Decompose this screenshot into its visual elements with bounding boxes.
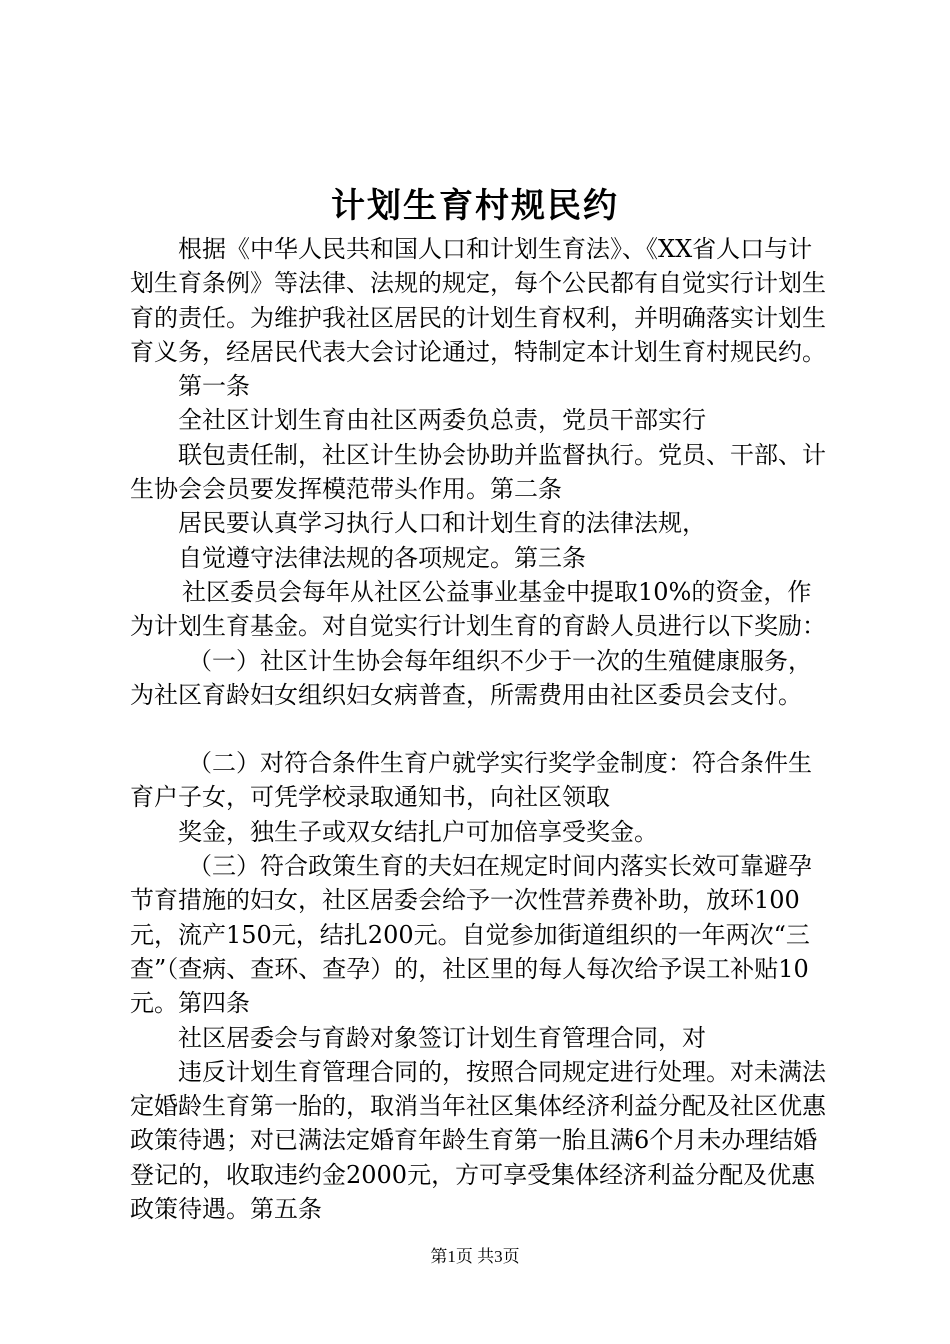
page-number-footer: 第1页 共3页 — [430, 1247, 520, 1266]
paragraph-article-1-heading: 第一条 — [178, 372, 250, 401]
paragraph-article-3-body: 社区委员会每年从社区公益事业基金中提取10%的资金，作为计划生育基金。对自觉实行计划生育的育龄人员进行以下奖励： — [130, 577, 826, 641]
paragraph-article-1-body: 联包责任制，社区计生协会协助并监督执行。党员、干部、计生协会会员要发挥模范带头作用。第二条 — [130, 440, 826, 504]
paragraph-article-2-body: 自觉遵守法律法规的各项规定。第三条 — [178, 543, 586, 572]
paragraph-reward-2-cont: 奖金，独生子或双女结扎户可加倍享受奖金。 — [178, 817, 658, 846]
paragraph-intro: 根据《中华人民共和国人口和计划生育法》、《XX省人口与计划生育条例》等法律、法规的规定，每个公民都有自觉实行计划生育的责任。为维护我社区居民的计划生育权利，并明确落实计划生育义务，经居民代表大会讨论通过，特制定本计划生育村规民约。 — [130, 235, 826, 366]
paragraph-reward-2: （二）对符合条件生育户就学实行奖学金制度：符合条件生育户子女，可凭学校录取通知书，向社区领取 — [130, 749, 812, 812]
document-body — [130, 232, 830, 1226]
paragraph-article-4-line: 社区居委会与育龄对象签订计划生育管理合同，对 — [178, 1023, 706, 1052]
paragraph-article-1-line: 全社区计划生育由社区两委负总责，党员干部实行 — [178, 406, 706, 435]
paragraph-reward-1: （一）社区计生协会每年组织不少于一次的生殖健康服务，为社区育龄妇女组织妇女病普查，所需费用由社区委员会支付。 — [130, 646, 812, 709]
document-title: 计划生育村规民约 — [331, 186, 619, 226]
paragraph-article-2-line: 居民要认真学习执行人口和计划生育的法律法规， — [178, 509, 706, 538]
blank-line — [130, 712, 830, 746]
paragraph-reward-3: （三）符合政策生育的夫妇在规定时间内落实长效可靠避孕节育措施的妇女，社区居委会给予一次性营养费补助，放环100元，流产150元，结扎200元。自觉参加街道组织的一年两次“三查”（查病、查环、查孕）的，社区里的每人每次给予误工补贴10元。第四条 — [130, 852, 812, 1018]
paragraph-article-4-body: 违反计划生育管理合同的，按照合同规定进行处理。对未满法定婚龄生育第一胎的，取消当年社区集体经济利益分配及社区优惠政策待遇；对已满法定婚育年龄生育第一胎且满6个月未办理结婚登记的，收取违约金2000元，方可享受集体经济利益分配及优惠政策待遇。第五条 — [130, 1057, 826, 1224]
